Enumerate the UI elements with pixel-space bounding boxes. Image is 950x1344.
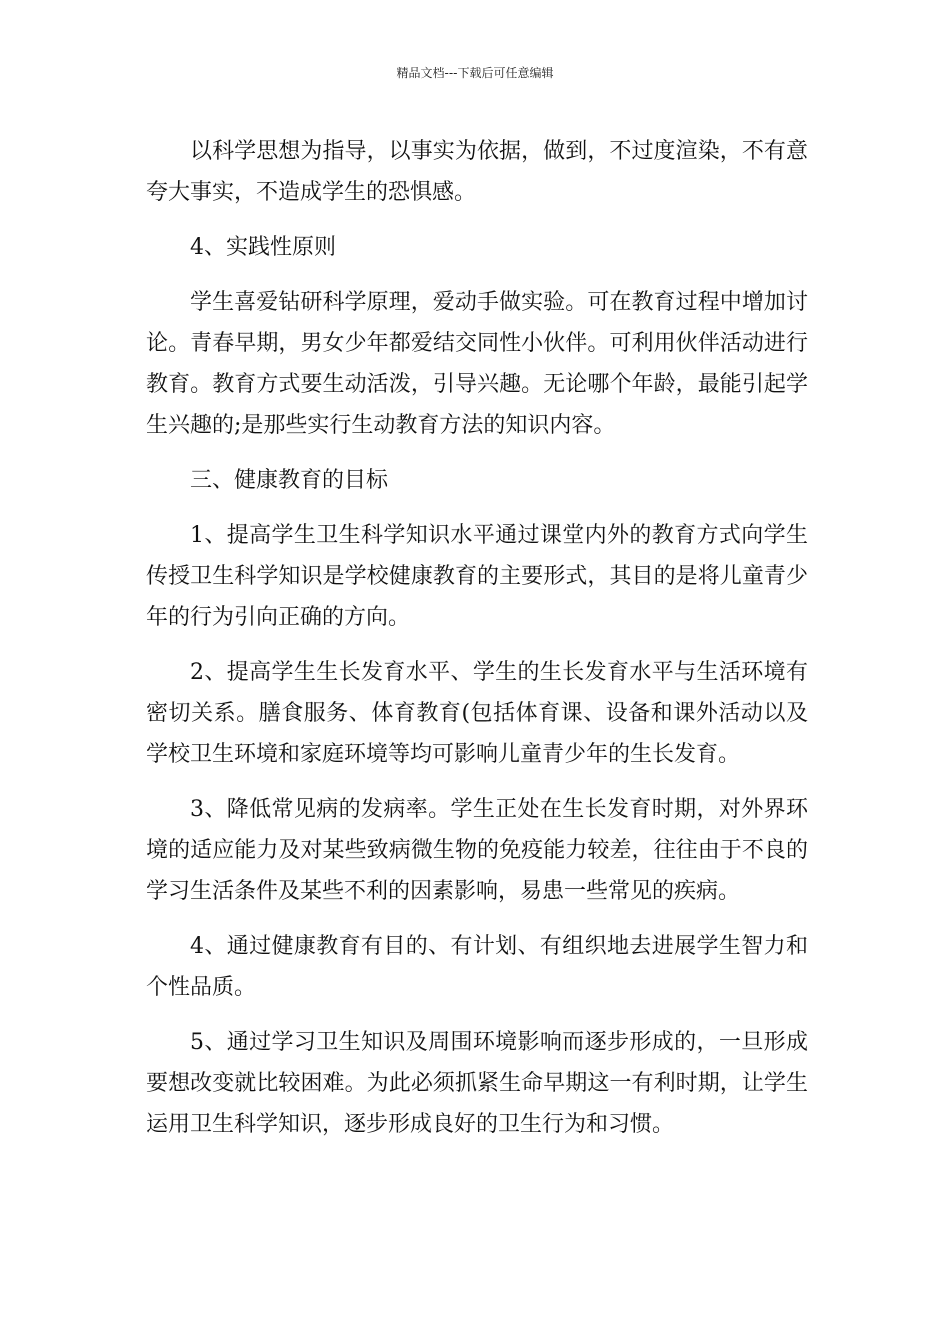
paragraph-goal-5: 5、通过学习卫生知识及周围环境影响而逐步形成的，一旦形成要想改变就比较困难。为此必须抓紧生命早期这一有利时期，让学生运用卫生科学知识，逐步形成良好的卫生行为和习惯。 bbox=[146, 1030, 808, 1137]
paragraph-scientific-principle: 以科学思想为指导，以事实为依据，做到，不过度渲染，不有意夸大事实，不造成学生的恐惧感。 bbox=[146, 139, 808, 205]
document-body bbox=[146, 131, 808, 1159]
paragraph-goal-1: 1、提高学生卫生科学知识水平通过课堂内外的教育方式向学生传授卫生科学知识是学校健康教育的主要形式，其目的是将儿童青少年的行为引向正确的方向。 bbox=[146, 523, 808, 630]
heading-health-education-goals: 三、健康教育的目标 bbox=[190, 468, 389, 493]
paragraph-goal-2: 2、提高学生生长发育水平、学生的生长发育水平与生活环境有密切关系。膳食服务、体育教育(包括体育课、设备和课外活动以及学校卫生环境和家庭环境等均可影响儿童青少年的生长发育。 bbox=[146, 660, 808, 767]
paragraph-goal-3: 3、降低常见病的发病率。学生正处在生长发育时期，对外界环境的适应能力及对某些致病微生物的免疫能力较差，往往由于不良的学习生活条件及某些不利的因素影响，易患一些常见的疾病。 bbox=[146, 797, 808, 904]
paragraph-practicality: 学生喜爱钻研科学原理，爱动手做实验。可在教育过程中增加讨论。青春早期，男女少年都爱结交同性小伙伴。可利用伙伴活动进行教育。教育方式要生动活泼，引导兴趣。无论哪个年龄，最能引起学生兴趣的;是那些实行生动教育方法的知识内容。 bbox=[146, 290, 808, 438]
page-header: 精品文档---下载后可任意编辑 bbox=[396, 66, 554, 80]
paragraph-goal-4: 4、通过健康教育有目的、有计划、有组织地去进展学生智力和个性品质。 bbox=[146, 934, 808, 1000]
heading-practicality-principle: 4、实践性原则 bbox=[190, 235, 336, 260]
